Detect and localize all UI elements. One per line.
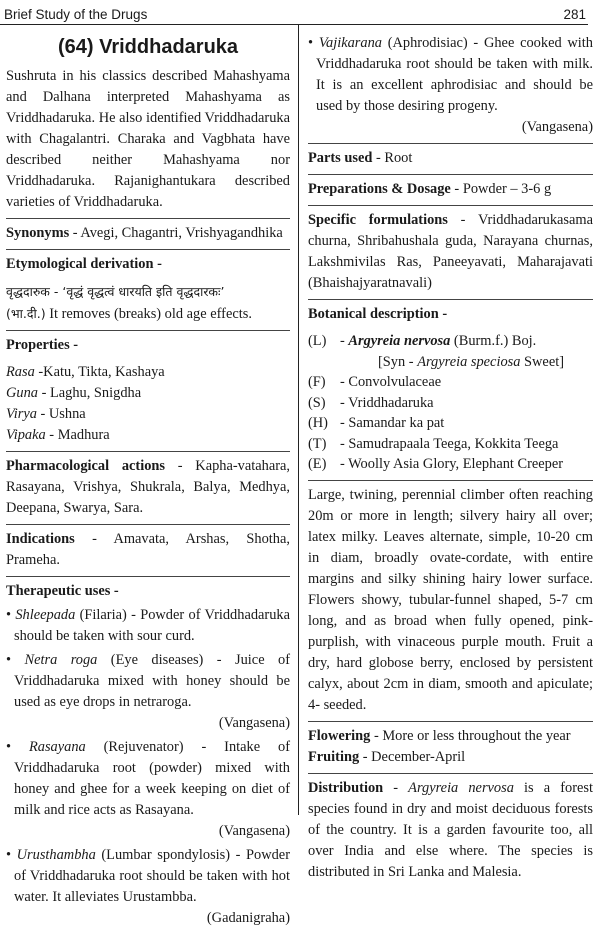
synonyms-heading: Synonyms — [6, 225, 70, 241]
parts-heading: Parts used — [308, 150, 373, 166]
property-value: - Madhura — [45, 427, 110, 443]
distribution — [308, 778, 593, 883]
property-item — [6, 425, 290, 446]
botanical-text: - Vriddhadaruka — [340, 394, 434, 411]
divider — [308, 143, 593, 144]
parts-text: - Root — [372, 150, 413, 166]
botanical-heading: Botanical description - — [308, 306, 448, 322]
section-title: (64) Vriddhadaruka — [57, 36, 239, 58]
botanical-text: - Samudrapaala Teega, Kokkita Teega — [340, 435, 559, 452]
botanical-code: (E) — [308, 456, 327, 472]
botanical-row — [308, 434, 593, 455]
latin-author: (Burm.f.) Boj. — [450, 333, 537, 349]
flowering-text: - More or less throughout the year — [370, 727, 571, 744]
latin-name: Argyreia nervosa — [348, 333, 451, 349]
botanical-latin — [340, 331, 593, 352]
left-column — [6, 30, 290, 929]
indications-text: - Amavata, Arshas, Shotha, Prameha. — [6, 531, 290, 568]
fruiting-heading: Fruiting — [308, 748, 360, 765]
properties-heading: Properties - — [6, 337, 79, 353]
syn-close: Sweet] — [520, 353, 564, 370]
therapeutic-use: • Vajikarana (Aphrodisiac) - Ghee cooked with Vriddhadaruka root should be taken with milk. It is an excellent aphrodisiac and should be used by those desiring progeny. — [308, 35, 593, 114]
property-key: Virya — [6, 406, 37, 422]
etymology-heading: Etymological derivation - — [6, 256, 162, 272]
synonyms — [6, 223, 290, 244]
divider — [308, 174, 593, 175]
use-text: (Lumbar spondylosis) - Powder of Vriddhadaruka root should be taken with hot water. It alleviates Urustambba. — [14, 847, 290, 905]
synonyms-text: - Avegi, Chagantri, Vrishyagandhika — [69, 225, 283, 241]
intro-paragraph: Sushruta in his classics described Mahashyama and Dalhana interpreted Mahashyama as Vriddhadaruka. He also identified Vriddhadaruka with Chagalantri. Charaka and Vagbhata have described neither Mahashyama nor Vriddhadaruka. Rajanighantukara described varieties of Vriddhadaruka. — [6, 68, 290, 210]
use-term: Netra roga — [24, 652, 98, 668]
distribution-heading: Distribution — [308, 779, 384, 796]
property-value: - Ushna — [36, 406, 86, 422]
botanical-code: (H) — [308, 415, 328, 431]
formulations-heading: Specific formulations — [308, 212, 448, 228]
distribution-text: is a forest species found in dry and moist deciduous forests of the country. It is a garden favourite too, all over India and else where. The species is distributed in Sri Lanka and Malesia. — [308, 779, 593, 880]
pharmacological-heading: Pharmacological actions — [6, 458, 166, 474]
therapeutic-use: • Shleepada (Filaria) - Powder of Vriddhadaruka should be taken with sour curd. — [6, 607, 290, 644]
divider — [308, 299, 593, 300]
botanical-text: - Samandar ka pat — [340, 415, 445, 431]
property-key: Vipaka — [6, 427, 46, 443]
etymology-meaning: It removes (breaks) old age effects. — [45, 306, 252, 322]
use-source: (Gadanigraha) — [206, 910, 290, 926]
therapeutic-use: • Rasayana (Rejuvenator) - Intake of Vriddhadaruka root (powder) mixed with honey and ghee for a week keeping on diet of milk and rice acts as Rasayana. — [6, 739, 290, 818]
divider — [308, 480, 593, 481]
use-term: Urusthambha — [16, 847, 96, 863]
preparations-text: - Powder – 3-6 g — [450, 181, 552, 197]
divider — [6, 330, 290, 331]
dash: - — [340, 333, 349, 349]
therapeutic-heading: Therapeutic uses - — [6, 583, 119, 599]
divider — [6, 451, 290, 452]
property-item — [6, 404, 290, 425]
divider — [6, 218, 290, 219]
formulations-text: - Vriddhadarukasama churna, Shribahushala guda, Narayana churnas, Lakshmivilas Ras, Paneeyavati, Maharajavati (Bhaishajyaratnavali) — [308, 212, 593, 291]
divider — [6, 249, 290, 250]
botanical-list — [308, 331, 593, 475]
properties-list — [6, 362, 290, 446]
right-column — [308, 30, 593, 883]
botanical-code: (T) — [308, 435, 327, 452]
header-rule — [0, 24, 588, 25]
divider — [308, 773, 593, 774]
divider — [6, 576, 290, 577]
use-text: (Filaria) - Powder of Vriddhadaruka should be taken with sour curd. — [14, 607, 290, 644]
botanical-row — [308, 393, 593, 414]
property-item — [6, 362, 290, 383]
etymology-meaning-line — [6, 303, 290, 325]
syn-open: [Syn - — [378, 353, 418, 370]
running-title: Brief Study of the Drugs — [4, 7, 148, 22]
botanical-row — [308, 454, 593, 475]
use-source: (Vangasena) — [521, 119, 593, 135]
flowering — [308, 726, 593, 747]
botanical-description: Large, twining, perennial climber often reaching 20m or more in length; silvery hairy all over; latex milky. Leaves alternate, simple, 10-20 cm in diam, broadly ovate-cordate, with entire margins and silky shining hairy lower surface. Flowers showy, tubular-funnel shaped, 5-7 cm long, and as broad when fully opened, pink-purplish, with vinaceous purple mouth. Fruit a dry, hard globose berry, enclosed by persistent calyx, about 2cm in diam, smooth and apiculate; 4- seeded. — [308, 486, 593, 713]
botanical-row — [308, 372, 593, 393]
distribution-species: Argyreia nervosa — [408, 779, 514, 796]
divider — [308, 721, 593, 722]
fruiting-text: - December-April — [359, 748, 466, 765]
parts-used — [308, 148, 593, 169]
running-head — [4, 0, 586, 22]
botanical-text: - Woolly Asia Glory, Elephant Creeper — [340, 456, 564, 472]
botanical-code: (S) — [308, 394, 326, 411]
specific-formulations — [308, 210, 593, 294]
use-term: Rasayana — [28, 739, 86, 755]
preparations-dosage — [308, 179, 593, 200]
etymology-source: (भा.दी.) — [6, 306, 46, 321]
divider — [6, 524, 290, 525]
use-text: (Rejuvenator) - Intake of Vriddhadaruka root (powder) mixed with honey and ghee for a week keeping on diet of milk and rice acts as Rasayana. — [14, 739, 290, 818]
property-key: Guna — [6, 385, 38, 401]
use-text: (Aphrodisiac) - Ghee cooked with Vriddhadaruka root should be taken with milk. It is an excellent aphrodisiac and should be used by those desiring progeny. — [316, 35, 593, 114]
flowering-heading: Flowering — [308, 727, 371, 744]
etymology-line — [6, 281, 290, 303]
property-key: Rasa — [6, 364, 35, 380]
preparations-heading: Preparations & Dosage — [308, 181, 451, 197]
property-value: -Katu, Tikta, Kashaya — [34, 364, 165, 380]
pharmacological-text: - Kapha-vatahara, Rasayana, Vrishya, Shukrala, Balya, Medhya, Deepana, Swarya, Sara. — [6, 458, 290, 516]
botanical-row — [308, 331, 593, 352]
etymology-sanskrit: - ‘वृद्धं वृद्धत्वं धारयति इति वृद्धदारकः’ — [49, 284, 225, 299]
use-text: (Eye diseases) - Juice of Vriddhadaruka mixed with honey should be used as eye drops in netraroga. — [14, 652, 291, 710]
syn-name: Argyreia speciosa — [417, 353, 521, 370]
botanical-row — [308, 413, 593, 434]
botanical-text: - Convolvulaceae — [340, 374, 442, 390]
column-divider — [298, 25, 299, 815]
property-item — [6, 383, 290, 404]
botanical-synonym — [308, 352, 593, 373]
divider — [308, 205, 593, 206]
page-number: 281 — [563, 7, 586, 22]
botanical-code: (F) — [308, 374, 326, 390]
use-term: Shleepada — [15, 607, 76, 623]
use-source: (Vangasena) — [218, 715, 290, 731]
indications-heading: Indications — [6, 531, 75, 547]
botanical-code: (L) — [308, 333, 327, 349]
use-term: Vajikarana — [318, 35, 382, 51]
property-value: - Laghu, Snigdha — [37, 385, 142, 401]
fruiting — [308, 747, 593, 768]
indications — [6, 529, 290, 571]
etymology-term: वृद्धदारुक — [6, 284, 50, 299]
use-source: (Vangasena) — [218, 823, 290, 839]
therapeutic-use: • Urusthambha (Lumbar spondylosis) - Powder of Vriddhadaruka root should be taken with hot water. It alleviates Urustambba. — [6, 847, 290, 905]
pharmacological-actions — [6, 456, 290, 519]
dash: - — [383, 779, 409, 796]
therapeutic-use: • Netra roga (Eye diseases) - Juice of Vriddhadaruka mixed with honey should be used as eye drops in netraroga. — [6, 652, 291, 710]
